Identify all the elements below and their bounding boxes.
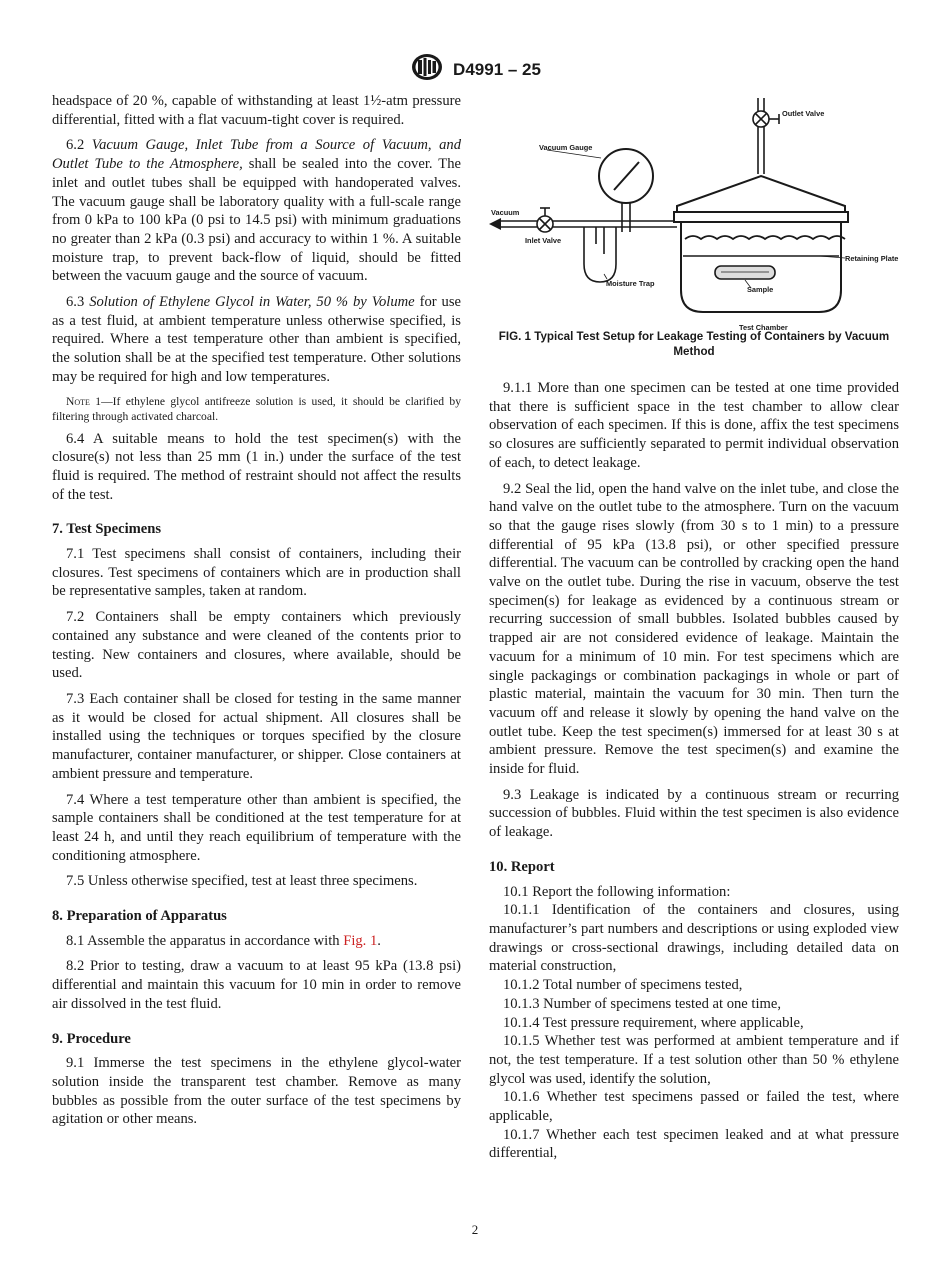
- figure-1: [489, 94, 899, 332]
- note-1: Note 1—If ethylene glycol antifreeze solution is used, it should be clarified by filtering through activated charcoal.: [52, 394, 461, 423]
- label-retaining-plate: Retaining Plate: [845, 254, 899, 263]
- section-6-2: 6.2 Vacuum Gauge, Inlet Tube from a Source of Vacuum, and Outlet Tube to the Atmosphere, shall be sealed into the cover. The inlet and outlet tubes shall be equipped with handoperated valves. The vacuum gauge shall be laboratory quality with a full-scale range from 0 kPa to 100 kPa (0 psi to 14.5 psi) with minimum graduations no greater than 2 kPa (0.3 psi) and accuracy to within 1 %. A suitable moisture trap, to prevent back-flow of liquid, should be fitted between the vacuum gauge and the source of vacuum.: [52, 137, 461, 285]
- label-vacuum: Vacuum: [491, 208, 520, 217]
- fig-1-link[interactable]: Fig. 1: [343, 932, 378, 949]
- section-7-3: 7.3 Each container shall be closed for testing in the same manner as it would be closed for actual shipment. All closures shall be installed using the techniques or torques specified by the closure manufacturer, container manufacturer, or shipper. Close containers at ambient pressure and temperature.: [52, 690, 461, 782]
- section-7-1: 7.1 Test specimens shall consist of containers, including their closures. Test specimens of containers which are in production shall be representative samples, taken at random.: [52, 546, 461, 600]
- heading-report: 10. Report: [489, 858, 555, 875]
- astm-logo-icon: [409, 52, 445, 87]
- label-sample: Sample: [747, 285, 774, 294]
- heading-procedure: 9. Procedure: [52, 1030, 131, 1047]
- label-outlet-valve: Outlet Valve: [782, 109, 825, 118]
- section-10-1: 10.1 Report the following information:: [503, 883, 731, 900]
- label-vacuum-gauge: Vacuum Gauge: [539, 143, 593, 152]
- section-10-1-1: 10.1.1 Identification of the containers and closures, using manufacturer’s part numbers and descriptions or using exploded view drawings or cross-sectional drawings, including detailed data on material construction,: [489, 902, 899, 975]
- right-column: [489, 92, 899, 1163]
- section-10-1-3: 10.1.3 Number of specimens tested at one time,: [503, 995, 782, 1012]
- section-8-1: 8.1 Assemble the apparatus in accordance with Fig. 1.: [66, 932, 381, 949]
- section-6-4: 6.4 A suitable means to hold the test specimen(s) with the closure(s) not less than 25 mm (1 in.) under the surface of the test fluid is required. The method of restraint should not affect the results of the test.: [52, 430, 461, 503]
- figure-1-caption: FIG. 1 Typical Test Setup for Leakage Testing of Containers by Vacuum Method: [498, 330, 890, 358]
- label-inlet-valve: Inlet Valve: [525, 236, 562, 245]
- left-column: [52, 92, 461, 1136]
- document-designation: D4991 – 25: [453, 59, 541, 79]
- section-6-3: 6.3 Solution of Ethylene Glycol in Water, 50 % by Volume for use as a test fluid, at ambient temperature unless otherwise specified, is required. Where a test temperature other than ambient is specified, the solution shall be at the specified test temperature. Other solutions may be required for high and low temperatures.: [52, 294, 461, 385]
- heading-preparation-of-apparatus: 8. Preparation of Apparatus: [52, 908, 227, 925]
- paragraph-continued: headspace of 20 %, capable of withstanding at least 1½-atm pressure differential, fitted with a flat vacuum-tight cover is required.: [52, 93, 461, 128]
- section-9-3: 9.3 Leakage is indicated by a continuous stream or recurring succession of bubbles. Fluid within the test specimen is also evidence of leakage.: [489, 786, 899, 841]
- section-10-1-5: 10.1.5 Whether test was performed at ambient temperature and if not, the test temperature. If a test solution other than 50 % ethylene glycol was used, identify the solution,: [489, 1033, 899, 1087]
- section-7-2: 7.2 Containers shall be empty containers which previously contained any substance and were cleaned of the contents prior to testing. New containers and closures, where available, should be used.: [52, 609, 461, 682]
- page-header: [0, 52, 950, 87]
- section-9-1: 9.1 Immerse the test specimens in the ethylene glycol-water solution inside the transparent test chamber. Remove as many bubbles as possible from the outer surface of the test specimens by agitation or other means.: [52, 1055, 461, 1128]
- section-9-2: 9.2 Seal the lid, open the hand valve on the inlet tube, and close the hand valve on the outlet tube to the atmosphere. Turn on the vacuum so that the gauge rises slowly (from 30 s to 1 min) to a pressure differential of 95 kPa (13.8 psi), or other specified pressure differential. The vacuum can be controlled by cracking open the hand valve on the outlet tube. During the rise in vacuum, observe the test specimen(s) for leakage as evidenced by a continuous stream or recurring succession of small bubbles. Isolated bubbles caused by trapped air are not considered evidence of leakage. Maintain the vacuum for a minimum of 10 min. For test specimens which are single packagings or combination packagings in whole or part of plastic material, maintain the vacuum for 30 min. Then turn the vacuum off and release it slowly by opening the hand valve on the outlet tube. Keep the test specimen(s) immersed for at least 30 s at ambient pressure. Remove the test specimen(s) and examine the inside for fluid.: [489, 480, 899, 778]
- section-8-2: 8.2 Prior to testing, draw a vacuum to at least 95 kPa (13.8 psi) differential and maintain this vacuum for 10 min in order to remove air dissolved in the test fluid.: [52, 958, 461, 1012]
- heading-test-specimens: 7. Test Specimens: [52, 521, 162, 538]
- label-test-chamber: Test Chamber: [739, 323, 788, 332]
- section-10-1-2: 10.1.2 Total number of specimens tested,: [503, 977, 743, 994]
- page-number: 2: [471, 1222, 479, 1237]
- test-setup-diagram: [489, 94, 899, 332]
- section-7-4: 7.4 Where a test temperature other than ambient is specified, the sample containers shall be conditioned at the test temperature for at least 24 h, and until they reach equilibrium of temperature with the conditioning atmosphere.: [52, 791, 461, 864]
- section-10-1-7: 10.1.7 Whether each test specimen leaked and at what pressure differential,: [489, 1126, 899, 1162]
- section-6-2-title: Vacuum Gauge, Inlet Tube from a Source of Vacuum, and Outlet Tube to the Atmosphere,: [52, 137, 461, 173]
- section-6-3-title: Solution of Ethylene Glycol in Water, 50 % by Volume: [89, 294, 415, 311]
- section-10-1-6: 10.1.6 Whether test specimens passed or failed the test, where applicable,: [489, 1089, 899, 1125]
- section-10-1-4: 10.1.4 Test pressure requirement, where applicable,: [503, 1014, 804, 1031]
- section-9-1-1: 9.1.1 More than one specimen can be tested at one time provided that there is sufficient space in the test chamber to allow clear observation of each specimen. If this is done, affix the test specimens so closures are sufficiently separated to permit individual observation of each, to detect leakage.: [489, 380, 899, 471]
- label-moisture-trap: Moisture Trap: [606, 279, 655, 288]
- section-7-5: 7.5 Unless otherwise specified, test at least three specimens.: [66, 873, 418, 890]
